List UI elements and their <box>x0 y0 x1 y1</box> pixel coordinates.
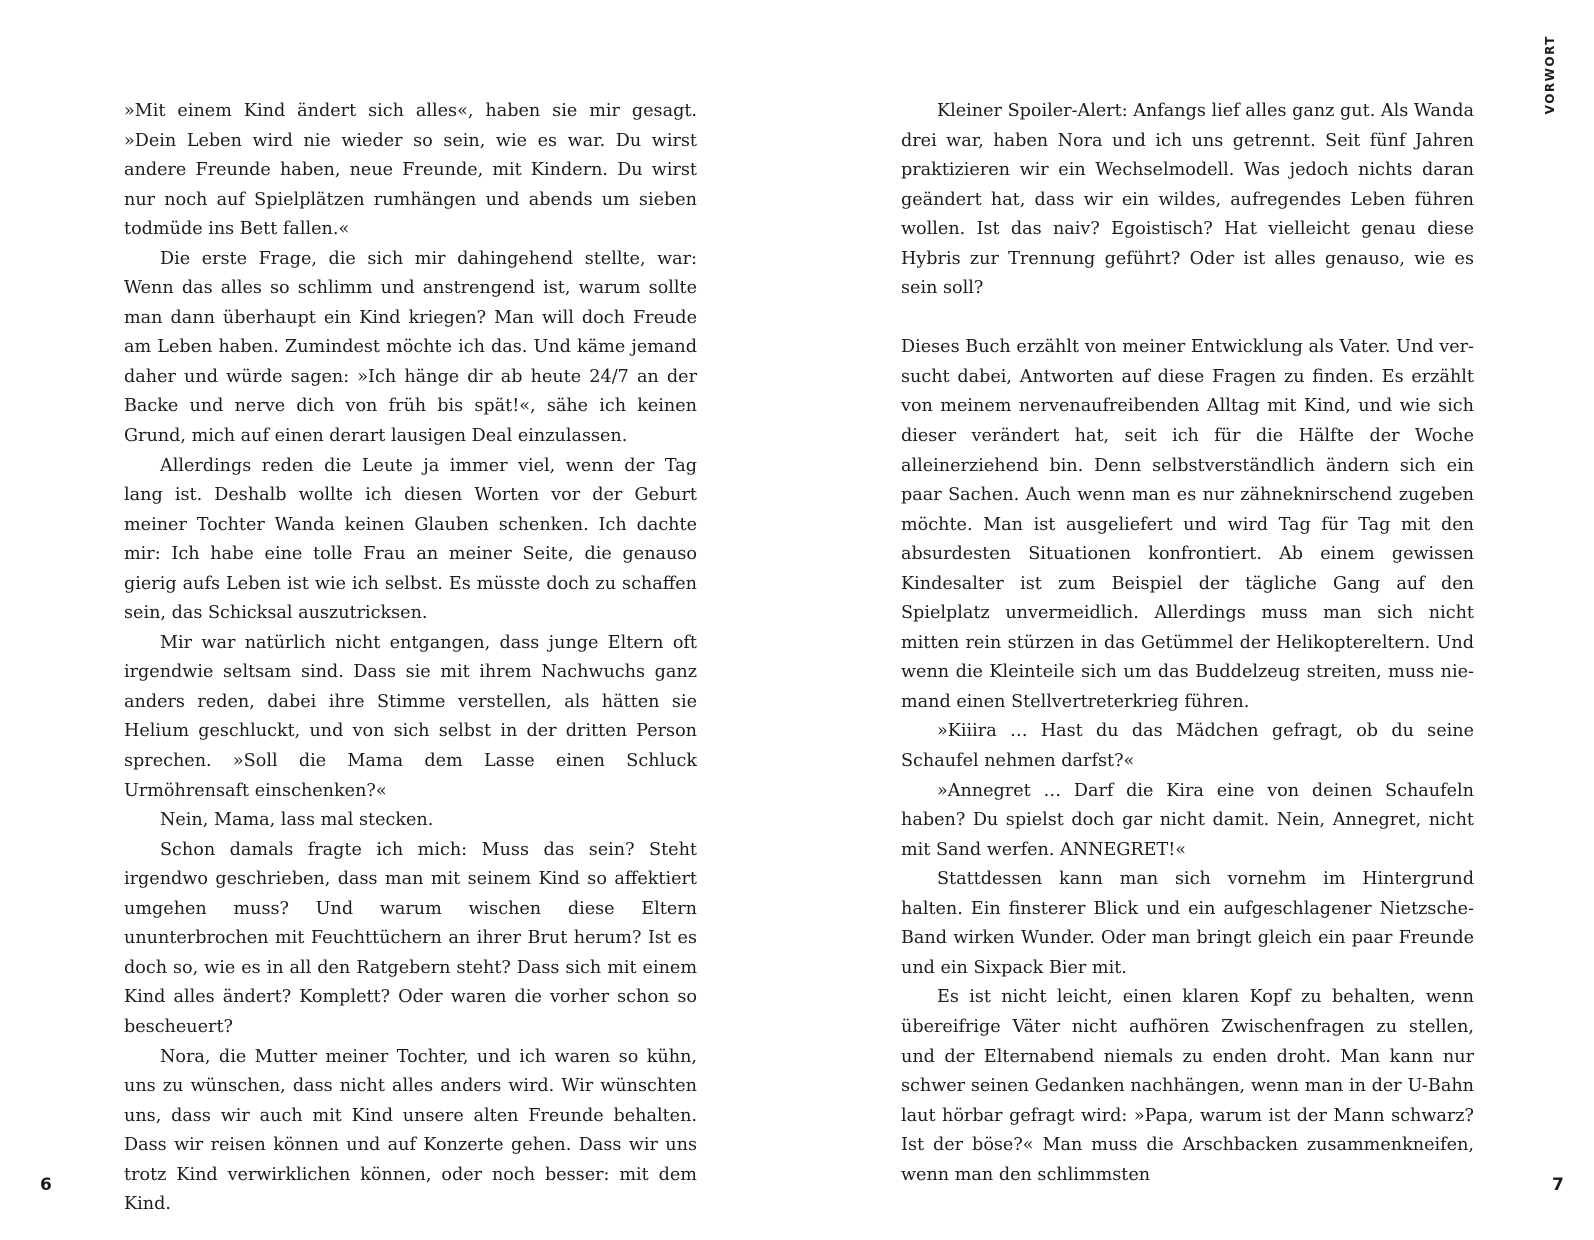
paragraph: Allerdings reden die Leute ja immer viel, wenn der Tag lang ist. Deshalb wollte ich diesen Worten vor der Geburt meiner Tochter Wanda keinen Glauben schenken. Ich dachte mir: Ich habe eine tolle Frau an meiner Seite, die genauso gierig aufs Leben ist wie ich selbst. Es müsste doch zu schaffen sein, das Schicksal auszutricksen. <box>124 455 697 624</box>
paragraph: Kleiner Spoiler-Alert: Anfangs lief alles ganz gut. Als Wanda drei war, haben Nora und ich uns getrennt. Seit fünf Jahren praktizieren wir ein Wechselmodell. Was jedoch nichts daran geändert hat, dass wir ein wildes, aufregendes Leben führen wollen. Ist das naiv? Egoistisch? Hat vielleicht genau diese Hybris zur Trennung geführt? Oder ist alles genauso, wie es sein soll? <box>901 101 1474 299</box>
paragraph: Die erste Frage, die sich mir dahingehend stellte, war: Wenn das alles so schlimm und anstrengend ist, warum sollte man dann überhaupt ein Kind kriegen? Man will doch Freude am Leben haben. Zumindest möchte ich das. Und käme jemand daher und würde sagen: »Ich hänge dir ab heute 24/7 an der Backe und nerve dich von früh bis spät!«, sähe ich keinen Grund, mich auf einen derart lausigen Deal einzulassen. <box>124 248 697 447</box>
paragraph: Dieses Buch erzählt von meiner Entwicklung als Vater. Und versucht dabei, Antworten auf diese Fragen zu finden. Es erzählt von meinem nervenaufreibenden Alltag mit Kind, und wie sich dieser verändert hat, seit ich für die Hälfte der Woche alleinerziehend bin. Denn selbstverständlich ändern sich ein paar Sachen. Auch wenn man es nur zähneknirschend zugeben möchte. Man ist ausgeliefert und wird Tag für Tag mit den absurdesten Situationen konfrontiert. Ab einem gewissen Kindesalter ist zum Beispiel der tägliche Gang auf den Spielplatz unvermeidlich. Allerdings muss man sich nicht mitten rein stürzen in das Getümmel der Helikoptereltern. Und wenn die Kleinteile sich um das Buddelzeug streiten, muss niemand einen Stellvertreterkrieg führen. <box>901 337 1474 712</box>
paragraph: Stattdessen kann man sich vornehm im Hintergrund halten. Ein finsterer Blick und ein aufgeschlagener Nietzsche-Band wirken Wunder. Oder man bringt gleich ein paar Freunde und ein Sixpack Bier mit. <box>901 869 1474 978</box>
right-page <box>797 0 1594 1240</box>
right-page-text <box>901 97 1474 1190</box>
paragraph: Nein, Mama, lass mal stecken. <box>160 810 434 831</box>
paragraph: Nora, die Mutter meiner Tochter, und ich waren so kühn, uns zu wünschen, dass nicht alles anders wird. Wir wünschten uns, dass wir auch mit Kind unsere alten Freunde behalten. Dass wir reisen können und auf Konzerte gehen. Dass wir uns trotz Kind verwirklichen können, oder noch besser: mit dem Kind. <box>124 1046 697 1215</box>
paragraph: »Kiiira … Hast du das Mädchen gefragt, ob du seine Schaufel nehmen darfst?« <box>901 721 1474 772</box>
paragraph: »Annegret … Darf die Kira eine von deinen Schaufeln haben? Du spielst doch gar nicht damit. Nein, Annegret, nicht mit Sand werfen. ANNEGRET!« <box>901 780 1474 860</box>
paragraph: »Mit einem Kind ändert sich alles«, haben sie mir gesagt. »Dein Leben wird nie wieder so sein, wie es war. Du wirst andere Freunde haben, neue Freunde, mit Kindern. Du wirst nur noch auf Spielplätzen rumhängen und abends um sieben todmüde ins Bett fallen.« <box>124 101 697 240</box>
page-number-left: 6 <box>40 1175 52 1195</box>
page-number-right: 7 <box>1552 1175 1564 1195</box>
paragraph: Mir war natürlich nicht entgangen, dass junge Eltern oft irgendwie seltsam sind. Dass sie mit ihrem Nachwuchs ganz anders reden, dabei ihre Stimme verstellen, als hätten sie Helium geschluckt, und von sich selbst in der dritten Person sprechen. »Soll die Mama dem Lasse einen Schluck Urmöhrensaft einschenken?« <box>124 632 697 801</box>
left-page-text <box>124 97 697 1220</box>
paragraph: Schon damals fragte ich mich: Muss das sein? Steht irgendwo geschrieben, dass man mit seinem Kind so affektiert umgehen muss? Und warum wischen diese Eltern ununterbrochen mit Feuchttüchern an ihrer Brut herum? Ist es doch so, wie es in all den Ratgebern steht? Dass sich mit einem Kind alles ändert? Komplett? Oder waren die vorher schon so bescheuert? <box>124 839 697 1037</box>
running-header: VORWORT <box>1543 35 1557 115</box>
paragraph: Es ist nicht leicht, einen klaren Kopf zu behalten, wenn übereifrige Väter nicht aufhören Zwischenfragen zu stellen, und der Elternabend niemals zu enden droht. Man kann nur schwer seinen Gedanken nachhängen, wenn man in der U-Bahn laut hörbar gefragt wird: »Papa, warum ist der Mann schwarz? Ist der böse?« Man muss die Arschbacken zusammenkneifen, wenn man den schlimmsten <box>901 987 1474 1185</box>
